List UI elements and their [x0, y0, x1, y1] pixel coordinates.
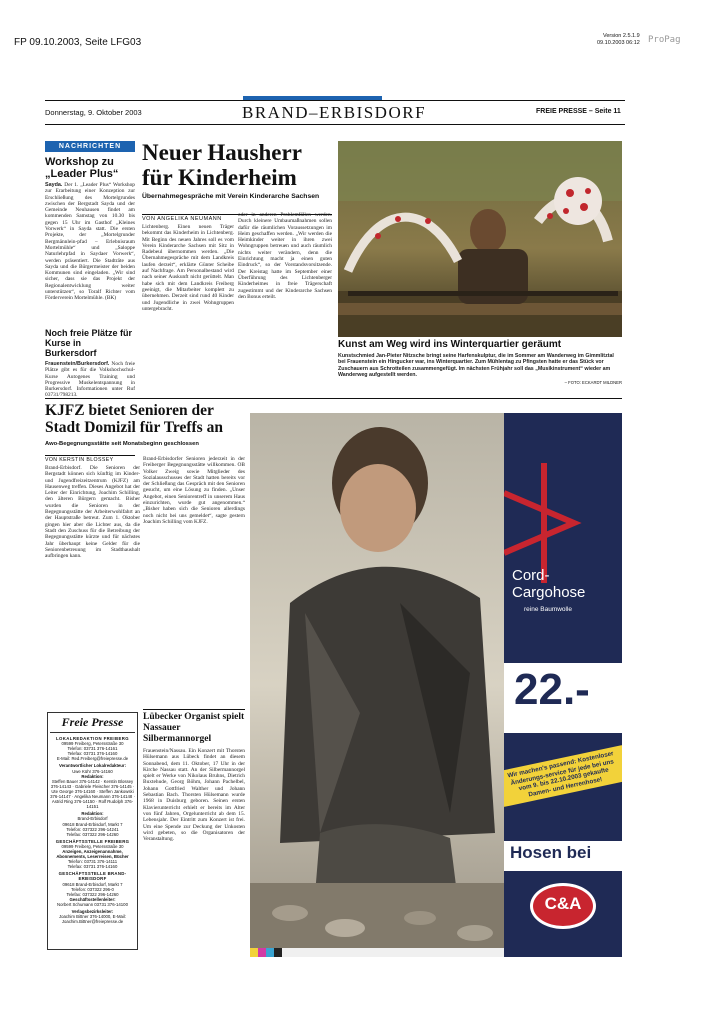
contact-geschaeft2-addr: 09618 Brand-Erbisdorf, Markt 7 — [62, 881, 123, 887]
contact-logo: Freie Presse — [50, 715, 135, 733]
version-date: 09.10.2003 06:12 — [597, 40, 640, 46]
second-byline: VON KERSTIN BLOSSEY — [45, 457, 114, 463]
contact-redaktion-label: Redaktion: — [81, 773, 104, 779]
contact-fax4: Telefax: 037322 296-14260 — [66, 891, 119, 897]
contact-address1: 09599 Freiberg, Petersstraße 30 — [61, 741, 124, 747]
ca-logo — [530, 883, 596, 929]
ad-badge: Wir machen's passend: Kostenloser Änderungs-service für jede bei uns vom 9. bis 22.10.2003 gekaufte Damen- und Herrenhose! — [504, 745, 622, 807]
contact-geschaeft1-addr: 09599 Freiberg, Petersstraße 30 — [61, 843, 124, 849]
ad-photo-graphic — [250, 413, 504, 957]
news-item2-text: Noch freie Plätze gibt es für die Volkshochschul-Kurse Autogenes Training und Progressive Muskelentspannung in Burkersdorf. Informationen unter Ruf 03731/798213. — [45, 361, 135, 399]
third-headline: Lübecker Organist spielt Nassauer Silbermannorgel — [143, 712, 245, 744]
watermark: ProPag — [648, 35, 681, 45]
photo-caption — [338, 339, 622, 394]
contact-email1: E-Mail: Red.Freiberg@freiepresse.de — [56, 756, 129, 762]
lead-col2: oder in anderen Problemfällen werden. Durch kleinere Umbaumaßnahmen sollen dafür die räumlichen Voraussetzungen im Heim geschaffen werden. „Wir werden die Heimkinder weiter in ihren zwei Wohngruppen betreuen und auch räumlich nichts weiter verändern, denn die Einrichtung macht ja einen guten Eindruck“, so der Vorstandsvorsitzende. Der Kreistag hatte im September einer Überführung des Lichtenberger Kinderheimes in freie Trägerschaft zugestimmt und der Kinderarche Sachsen den Bonus erteilt. — [238, 212, 332, 300]
contact-fax2: Telefax: 037322 296-14260 — [66, 831, 119, 837]
contact-redaktion2-label: Redaktion: — [81, 811, 104, 817]
ad-stripes — [504, 463, 622, 583]
news-item1-title: Workshop zu „Leader Plus“ — [45, 156, 119, 180]
news-label: NACHRICHTEN — [45, 141, 135, 152]
page-info: FP 09.10.2003, Seite LFG03 — [14, 37, 142, 48]
second-col2: Brand-Erbisdorfer Senioren jederzeit in der Freiberger Begegnungsstätte willkommen. OB Volker Zweig sowie Mitglieder des Sozialausschusses der Stadt hatten bereits vor der Schließung das Gespräch mit den Senioren gesucht, um eine Lösung zu finden. „Unser Angebot, einen Seniorentreff in unserem Haus einzurichten, wurde gut angenommen.“ „Bisher haben sich die Senioren allerdings noch nicht bei uns gemeldet“, sagte gestern Joachim Schilling vom KJFZ. — [143, 456, 245, 525]
lead-byline: VON ANGELIKA NEUMANN — [142, 216, 222, 222]
contact-lokalredaktion: LOKALREDAKTION FREIBERG — [56, 736, 129, 741]
photo-caption-text: Kunstschmied Jan-Pieter Nitzsche bringt seine Harfenskulptur, die im Sommer am Wanderweg im Gimmlitztal bei Frauenstein ein Hingucker war, ins Winterquartier. Zum Mühlentag zu Pfingsten hatte er das Stück vor Zuschauern aus Schrotteilen zusammengefügt. Im nächsten Frühjahr soll das „Musikinstrument“ wieder am Wanderweg aufgestellt werden. — [338, 353, 614, 378]
section-divider — [45, 398, 622, 399]
lead-headline: Neuer Hausherr für Kinderheim — [142, 140, 302, 190]
contact-fax3: Telefax: 03731 376-14160 — [67, 864, 118, 870]
ad-photo — [250, 413, 504, 957]
news-item2-title: Noch freie Plätze für Kurse in Burkersdorf — [45, 328, 133, 358]
ad-panel — [504, 413, 622, 957]
news-item2-place: Frauenstein/Burkersdorf. — [45, 361, 110, 367]
lead-col1: Lichtenberg. Einen neuen Träger bekommt das Kinderheim in Lichtenberg. Mit Beginn des neuen Jahres soll es vom Verein Kinderarche Sachsen mit Sitz in Radebeul übernommen werden. „Die Übernahmegespräche mit dem Landkreis laufen derzeit“, erklärte Günter Scheibe auf Nachfrage. Am Personalbestand wird nach seiner Auskunft nicht gerüttelt. Man habe sich mit dem Landkreis Freiberg geeinigt, die Mitarbeiter komplett zu übernehmen. Derzeit sind rund 40 Kinder und Jugendliche in zwei Wohngruppen untergebracht. — [142, 224, 234, 312]
third-body: Frauenstein/Nassau. Ein Konzert mit Thorsten Hülsemann aus Lübeck findet an diesem Sonnabend, dem 11. Oktober, 17 Uhr in der Kirche Nassau statt. An der Silbermannorgel spielt er Werke von Nikolaus Bruhns, Dietrich Buxtehude, Georg Böhm, Johann Pachelbel, Johann Gottfried Walther und Johann Sebastian Bach. Thorsten Hülsemann wurde 1968 in Duisburg geboren. Seinen ersten Klavierunterricht erhielt er bereits im Alter von fünf Jahren, Orgelunterricht ab dem 15. Lebensjahr. Der Eintritt zum Konzert ist frei. Um eine Spende zur Deckung der Unkosten wird gebeten, so die Organisatoren der Veranstaltung. — [143, 748, 245, 843]
contact-leader: Uwe Kühr 376-14160 — [72, 768, 113, 774]
contact-phone3: Telefon: 03731 376-14111 — [67, 859, 118, 865]
ad-material: reine Baumwolle — [524, 606, 573, 613]
third-top-rule — [143, 709, 245, 710]
photo-caption-title: Kunst am Weg wird ins Winterquartier geräumt — [338, 339, 562, 350]
lead-subhead: Übernahmegespräche mit Verein Kinderarche Sachsen — [142, 193, 320, 200]
news-item1-body — [45, 182, 135, 322]
masthead-paper-page: FREIE PRESSE – Seite 11 — [536, 108, 621, 115]
photo-credit: – FOTO: ECKARDT MILDNER — [564, 380, 622, 386]
contact-geschaeft1-label: GESCHÄFTSSTELLE FREIBERG — [55, 838, 130, 844]
contact-staff: Steffen Bauer 376-14142 · Kerstin Blossey 376-14143 · Gabriele Fleischer 376-14145 · Ute George 376-14160 · Steffen Jankowski 376-14147 · Angelika Neumann 376-14148 · Astrid Ring 376-14150 · Rolf Rudolph 376-14151 — [50, 778, 135, 810]
contact-box — [47, 712, 138, 950]
contact-phone2: Telefon: 037322 296-14241 — [66, 826, 119, 832]
masthead-bottom-rule — [45, 124, 625, 125]
contact-verlag-label: Verlagsbezirksleiter: — [71, 909, 114, 914]
sculpture-photo-graphic — [338, 141, 622, 337]
news-item1-place: Sayda. — [45, 182, 63, 188]
contact-leader-label: Verantwortlicher Lokalredakteur: — [58, 763, 127, 769]
news-column — [45, 141, 135, 399]
ca-logo-text: C&A — [544, 894, 582, 913]
masthead-top-rule — [45, 100, 625, 101]
contact-phone1: Telefon: 03731 376-14161 — [67, 746, 118, 752]
sculpture-photo — [338, 141, 622, 337]
contact-verlag: Joachim Bittner 376-14000, E-Mail: Joachim.Bittner@freiepresse.de — [58, 914, 127, 925]
contact-fax1: Telefax: 03731 376-14160 — [67, 751, 118, 757]
ad-slogan: Hosen bei — [510, 843, 592, 862]
contact-office2: Brand-Erbisdorf — [77, 816, 108, 822]
ad-product: Cord-Cargohose — [512, 567, 586, 601]
second-subhead: Awo-Begegnungsstätte seit Monatsbeginn geschlossen — [45, 441, 199, 447]
ad-price: 22.- — [514, 665, 590, 714]
version-label: Version 2.5.1.9 — [603, 33, 640, 39]
contact-geschaeft2-label: GESCHÄFTSSTELLE BRAND-ERBISDORF — [58, 871, 127, 882]
contact-leiter: Norbert Schumann 03731 376-14100 — [57, 901, 128, 907]
second-headline: KJFZ bietet Senioren der Stadt Domizil für Treffs an — [45, 402, 223, 436]
ad-price-box — [504, 663, 622, 733]
contact-leiter-label: Geschäftsstellenleiter: — [69, 896, 116, 902]
section-title: BRAND–ERBISDORF — [242, 103, 427, 122]
ad-slogan-box — [504, 841, 622, 871]
masthead-date: Donnerstag, 9. Oktober 2003 — [45, 108, 142, 117]
contact-phone4: Telefon: 037322 296-0 — [71, 886, 114, 892]
contact-services: Anzeigen, Anzeigenannahme, Abonnements, Leserreisen, Bücher — [56, 848, 129, 860]
second-byline-rule — [45, 455, 135, 456]
contact-address2: 09618 Brand-Erbisdorf, Markt 7 — [62, 821, 123, 827]
second-col1: Brand-Erbisdorf. Die Senioren der Bergstadt können sich künftig im Kinder- und Jugendfreizeitzentrum (KJFZ) am Hausenweg treffen. Dieses Angebot hat der Leiter der Einrichtung, Joachim Schilling, den älteren Bürgern gemacht. Bisher wurden die Senioren in der Begegnungsstätte der Arbeiterwohlfahrt an der Hauptstraße betreut. Zum 1. Oktober gingen hier aber die Lichter aus, da die Stadt den Zuschuss für die Betreibung der Begegnungsstätte kürzte und für nächstes Jahr überhaupt keine Gelder für die Seniorenbetreuung im Stadthaushalt aufbringen kann. — [45, 465, 140, 560]
news-item1-text: Der 1. „Leader Plus“ Workshop zur Erarbeitung einer Konzeption zur Erschließung des Mortelgrundes zwischen der Bergstadt Sayda und der Gemeinde Neuhausen findet am kommenden Samstag von 10.30 bis gegen 15 Uhr im Gasthof „Kleines Vorwerk“ in Sayda statt. Die ersten Projekte, der „Mortelgrunder Bergmännlein-pfad – Erlebnisraum Mortelmühle“ und „Saloppe Naturlehrpfad in Saydaer Vorwerk“, werden präsentiert. Die Stadträte aus Sayda und die Bürgermeister der beiden Kommunen sind eingeladen. „Wir sind sicher, dass sie das Projekt der Regionalentwicklung weiter unterstützen“, so Toralf Richter vom Förderverein Mortelmühle. (BK) — [45, 182, 135, 302]
